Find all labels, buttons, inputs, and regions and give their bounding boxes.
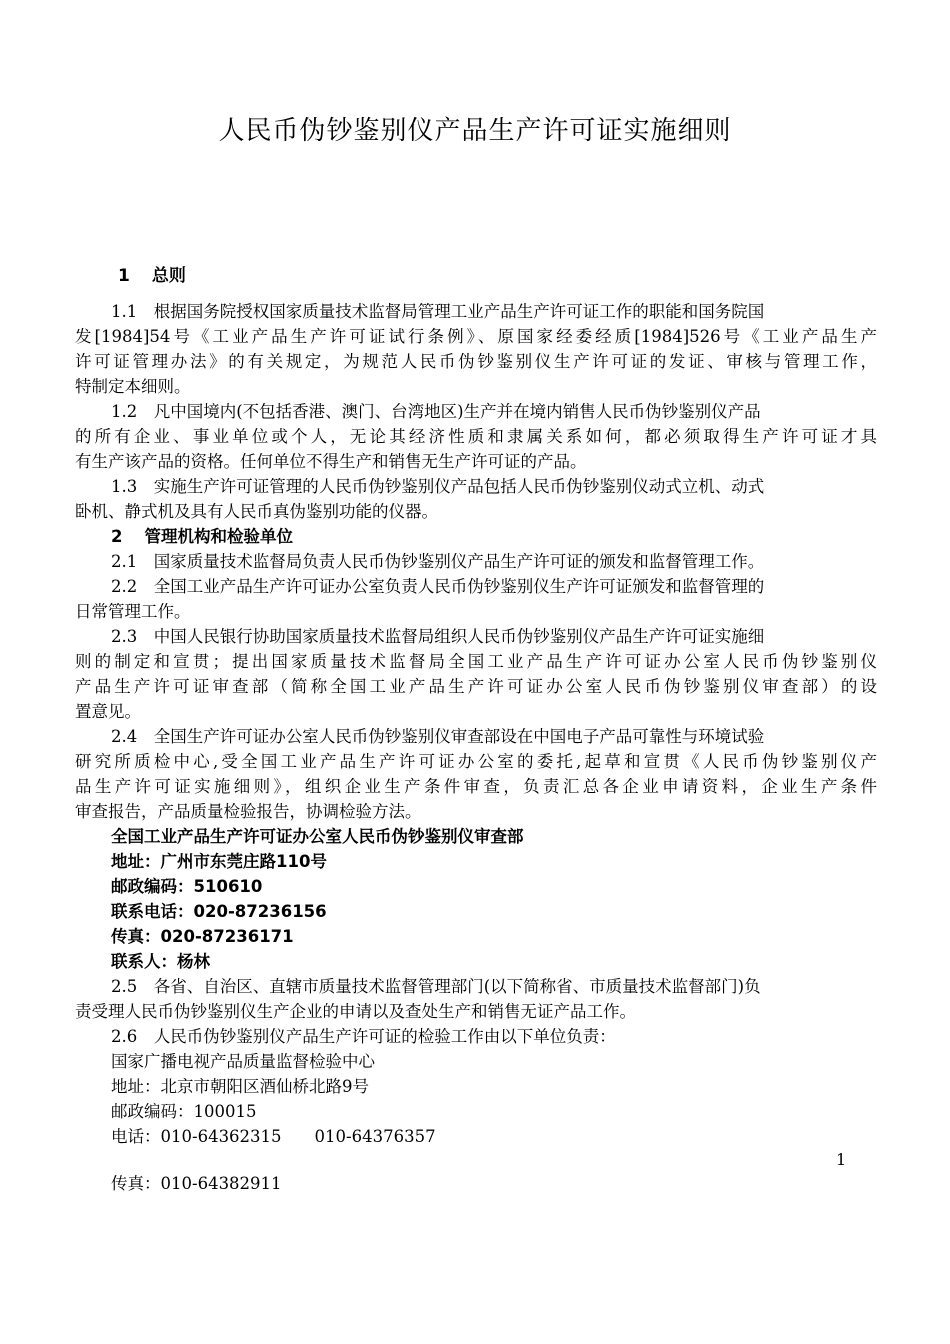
test-center-fax: 传真：010-64382911 — [111, 1174, 282, 1193]
para-1-3-line-2: 卧机、静式机及具有人民币真伪鉴别功能的仪器。 — [75, 502, 438, 521]
para-1-2-line-3: 有生产该产品的资格。任何单位不得生产和销售无生产许可证的产品。 — [75, 452, 587, 471]
para-1-1-line-3: 许可证管理办法》的有关规定，为规范人民币伪钞鉴别仪生产许可证的发证、审核与管理工作， — [75, 352, 877, 371]
para-2-4-line-1: 2.4 全国生产许可证办公室人民币伪钞鉴别仪审查部设在中国电子产品可靠性与环境试验 — [111, 727, 765, 746]
test-center-phone: 电话：010-64362315 010-64376357 — [111, 1127, 436, 1146]
para-1-3-line-1: 1.3 实施生产许可证管理的人民币伪钞鉴别仪产品包括人民币伪钞鉴别仪动式立机、动式 — [111, 477, 765, 496]
section-1-number: 1 — [118, 266, 130, 286]
review-dept-fax: 传真：020-87236171 — [111, 927, 294, 946]
review-dept-postcode: 邮政编码：510610 — [111, 877, 263, 896]
para-2-3-line-4: 置意见。 — [75, 702, 141, 721]
review-dept-phone: 联系电话：020-87236156 — [111, 902, 327, 921]
para-2-3-line-2: 则的制定和宣贯；提出国家质量技术监督局全国工业产品生产许可证办公室人民币伪钞鉴别仪 — [75, 652, 877, 671]
para-1-1-line-2: 发[1984]54号《工业产品生产许可证试行条例》、原国家经委经质[1984]526号《工业产品生产 — [75, 327, 877, 346]
para-2-5-line-1: 2.5 各省、自治区、直辖市质量技术监督管理部门(以下简称省、市质量技术监督部门)负 — [111, 977, 761, 996]
page-number: 1 — [836, 1150, 847, 1169]
review-dept-contact-person: 联系人：杨林 — [111, 952, 210, 971]
test-center-address: 地址：北京市朝阳区酒仙桥北路9号 — [111, 1077, 369, 1096]
para-1-1-line-1: 1.1 根据国务院授权国家质量技术监督局管理工业产品生产许可证工作的职能和国务院国 — [111, 302, 765, 321]
para-1-2-line-1: 1.2 凡中国境内(不包括香港、澳门、台湾地区)生产并在境内销售人民币伪钞鉴别仪产品 — [111, 402, 761, 421]
para-2-4-line-4: 审查报告，产品质量检验报告，协调检验方法。 — [75, 802, 422, 821]
para-1-1-line-4: 特制定本细则。 — [75, 377, 191, 396]
para-2-4-line-2: 研究所质检中心,受全国工业产品生产许可证办公室的委托,起草和宣贯《人民币伪钞鉴别仪产 — [75, 752, 877, 771]
para-2-2-line-1: 2.2 全国工业产品生产许可证办公室负责人民币伪钞鉴别仪生产许可证颁发和监督管理的 — [111, 577, 765, 596]
para-2-3-line-1: 2.3 中国人民银行协助国家质量技术监督局组织人民币伪钞鉴别仪产品生产许可证实施细 — [111, 627, 765, 646]
review-dept-name: 全国工业产品生产许可证办公室人民币伪钞鉴别仪审查部 — [111, 827, 524, 846]
para-2-6-line-1: 2.6 人民币伪钞鉴别仪产品生产许可证的检验工作由以下单位负责： — [111, 1027, 616, 1046]
section-1-heading — [118, 264, 186, 288]
section-2-number: 2 — [111, 527, 123, 546]
section-1-title: 总则 — [151, 266, 186, 286]
para-2-4-line-3: 品生产许可证实施细则》，组织企业生产条件审查，负责汇总各企业申请资料，企业生产条件 — [75, 777, 877, 796]
document-title: 人民币伪钞鉴别仪产品生产许可证实施细则 — [218, 116, 732, 146]
para-2-2-line-2: 日常管理工作。 — [75, 602, 191, 621]
review-dept-address: 地址：广州市东莞庄路110号 — [111, 852, 327, 871]
section-2-title: 管理机构和检验单位 — [144, 527, 293, 546]
para-2-1-line-1: 2.1 国家质量技术监督局负责人民币伪钞鉴别仪产品生产许可证的颁发和监督管理工作。 — [111, 552, 765, 571]
para-1-2-line-2: 的所有企业、事业单位或个人，无论其经济性质和隶属关系如何，都必须取得生产许可证才具 — [75, 427, 877, 446]
para-2-3-line-3: 产品生产许可证审查部（简称全国工业产品生产许可证办公室人民币伪钞鉴别仪审查部）的设 — [75, 677, 877, 696]
test-center-name: 国家广播电视产品质量监督检验中心 — [111, 1052, 375, 1071]
para-2-5-line-2: 责受理人民币伪钞鉴别仪生产企业的申请以及查处生产和销售无证产品工作。 — [75, 1002, 636, 1021]
section-2-heading — [111, 525, 293, 549]
test-center-postcode: 邮政编码：100015 — [111, 1102, 257, 1121]
